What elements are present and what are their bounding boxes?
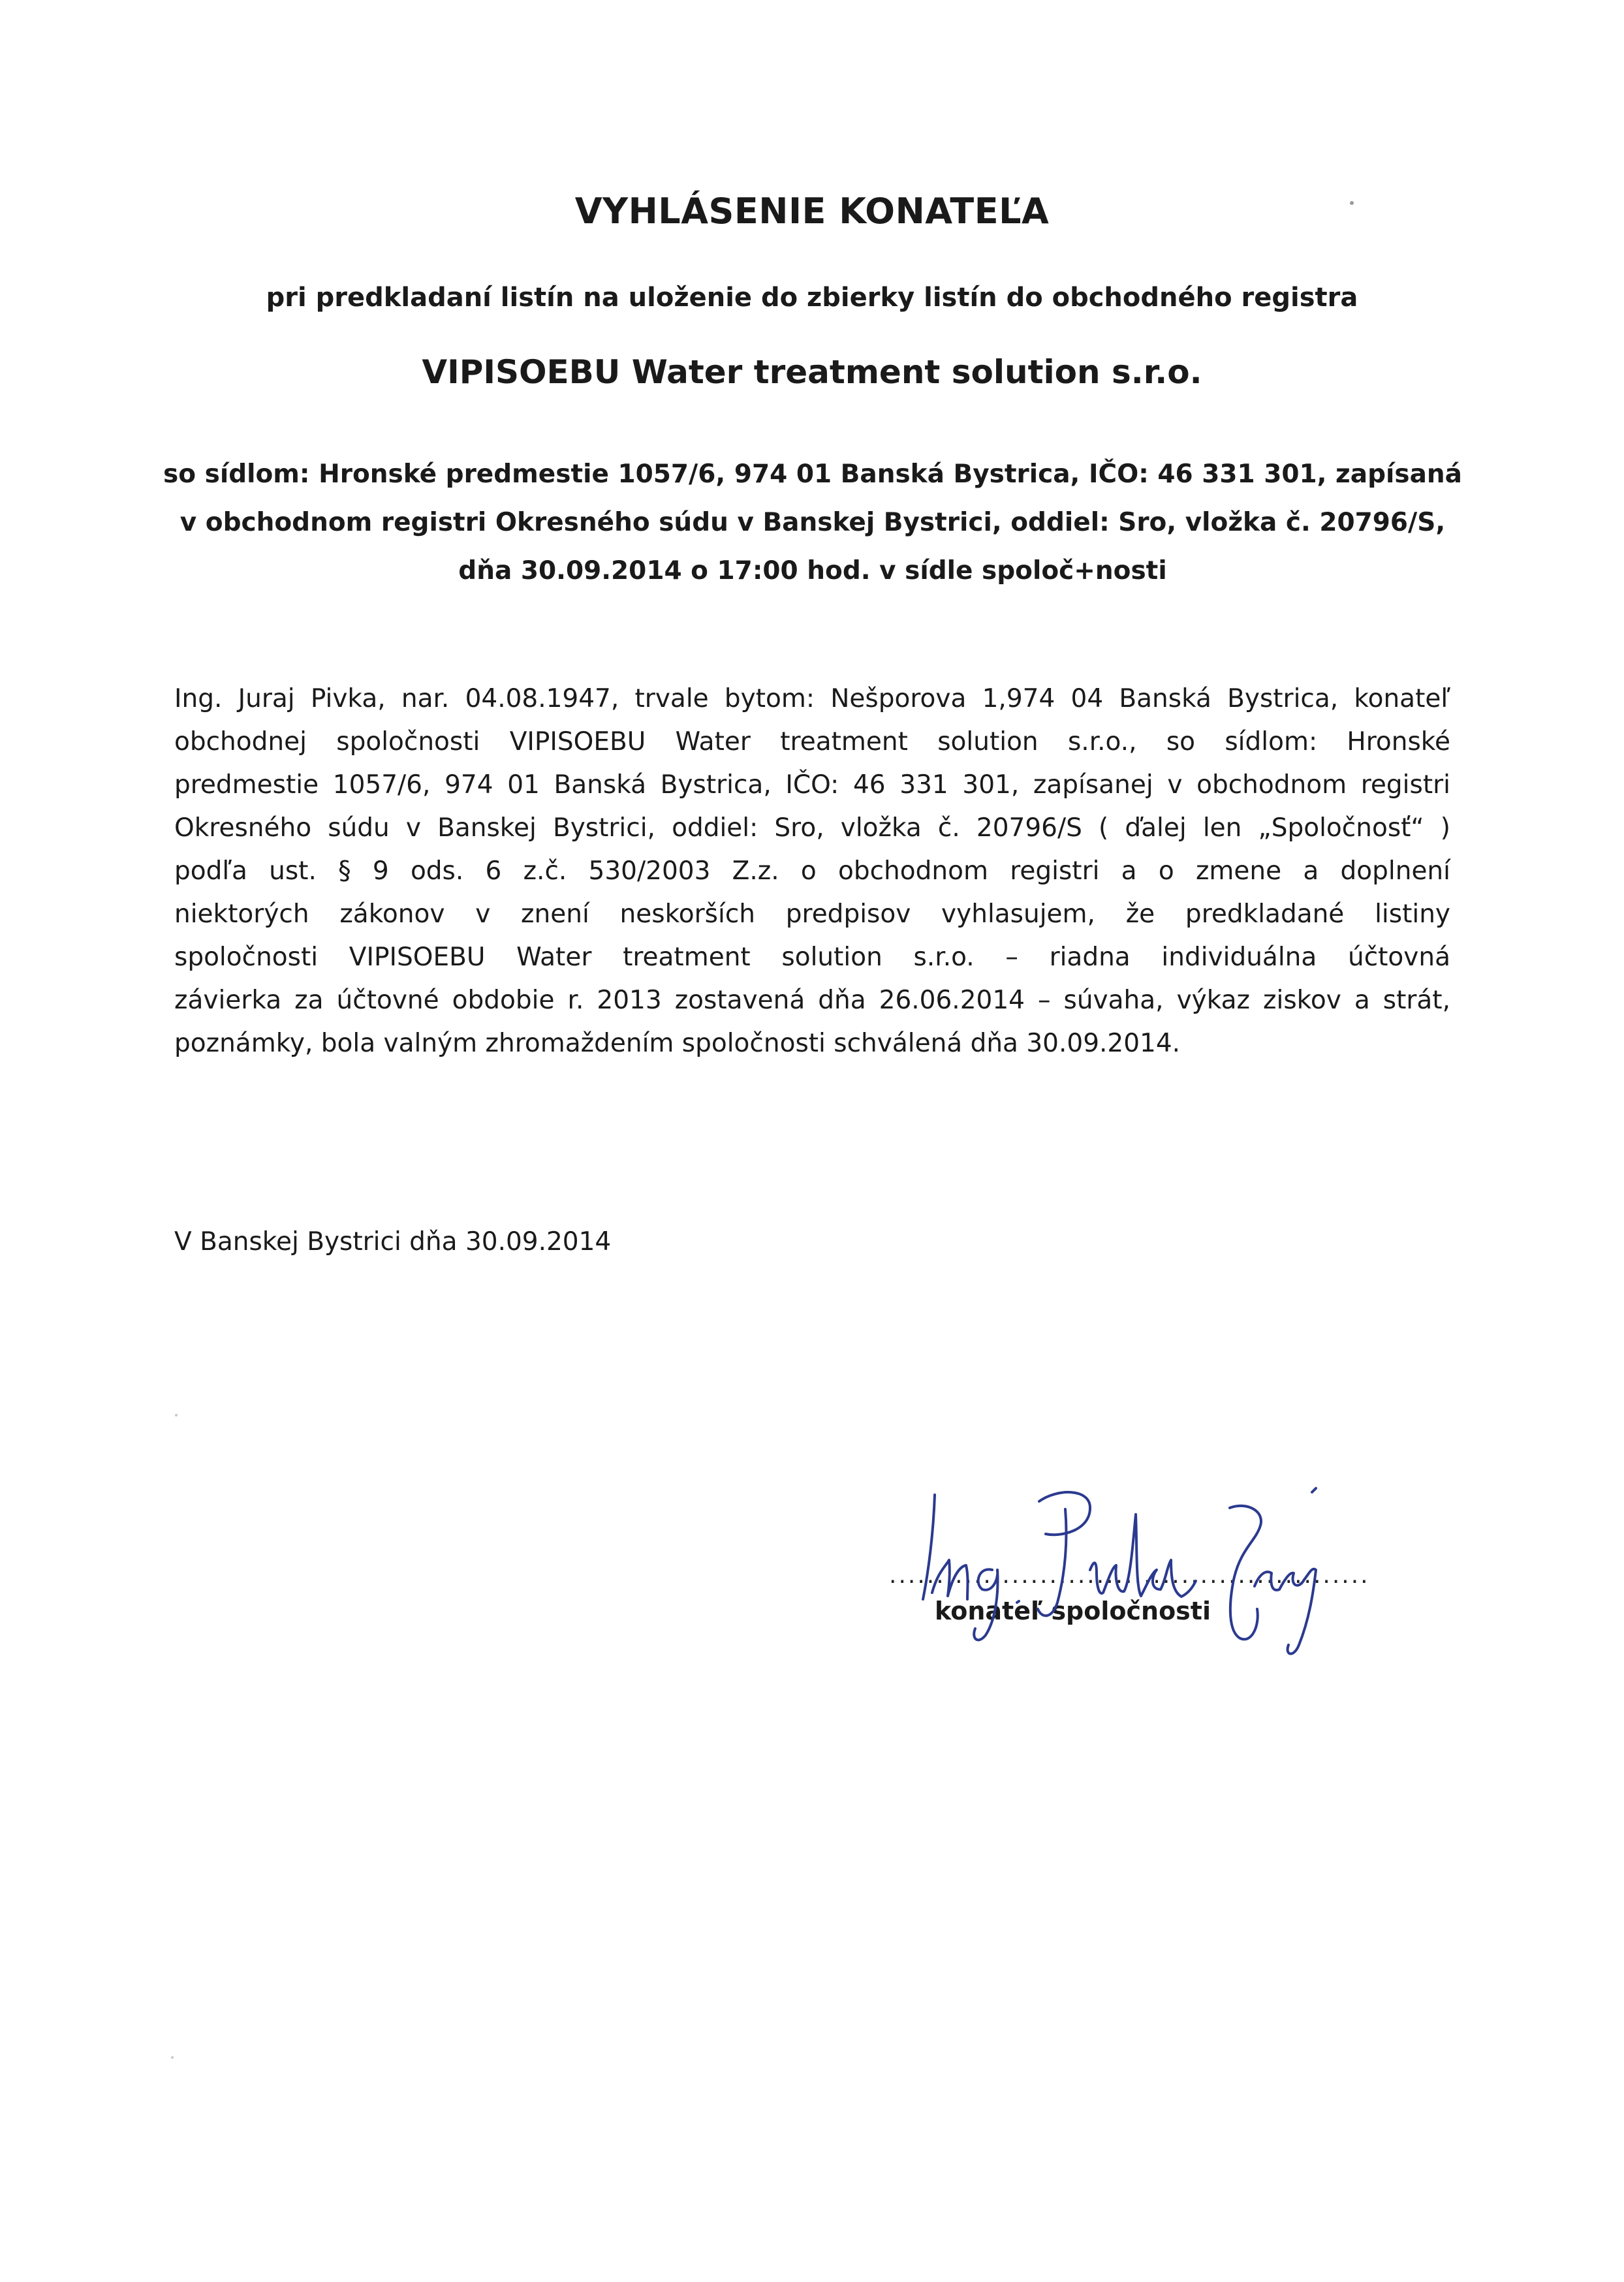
scan-speck: [171, 2056, 174, 2059]
scan-speck: [175, 1414, 178, 1416]
body-line: Ing. Juraj Pivka, nar. 04.08.1947, trvale bytom: Nešporova 1,974 04 Banská Bystrica, konateľ: [174, 684, 1450, 713]
signature-stroke-ivka: [1090, 1514, 1196, 1597]
signature-stroke-n: [932, 1560, 968, 1599]
company-seat-block: [157, 450, 1469, 595]
scan-speck: [1350, 201, 1354, 205]
declaration-body: [174, 678, 1450, 1065]
body-line: niektorých zákonov v znení neskorších predpisov vyhlasujem, že predkladané listiny: [174, 899, 1450, 929]
body-line: Okresného súdu v Banskej Bystrici, oddiel: Sro, vložka č. 20796/S ( ďalej len „Spoločnosť“ ): [174, 813, 1450, 843]
seat-line: v obchodnom registri Okresného súdu v Banskej Bystrici, oddiel: Sro, vložka č. 20796/S,: [180, 508, 1446, 537]
signature-stroke-P: [1038, 1492, 1090, 1616]
document-title: VYHLÁSENIE KONATEĽA: [574, 191, 1050, 232]
signature-stroke-dot: [1017, 1601, 1019, 1602]
body-line: predmestie 1057/6, 974 01 Banská Bystrica, IČO: 46 331 301, zapísanej v obchodnom registri: [174, 770, 1450, 800]
seat-line: dňa 30.09.2014 o 17:00 hod. v sídle spoloč+nosti: [458, 556, 1167, 586]
signature-strokes: [923, 1488, 1316, 1654]
company-name: VIPISOEBU Water treatment solution s.r.o.: [422, 353, 1202, 391]
signature-stroke-J: [1230, 1506, 1261, 1640]
body-line: poznámky, bola valným zhromaždením spoločnosti schválená dňa 30.09.2014.: [174, 1029, 1181, 1058]
signature-label: konateľ spoločnosti: [935, 1597, 1211, 1625]
body-line: podľa ust. § 9 ods. 6 z.č. 530/2003 Z.z. o obchodnom registri a o zmene a doplnení: [174, 856, 1450, 886]
signature-line: ...................................................: [889, 1562, 1370, 1589]
signature-stroke-g: [974, 1569, 997, 1640]
place-and-date: V Banskej Bystrici dňa 30.09.2014: [174, 1227, 612, 1257]
signature-stroke-accent: [1312, 1488, 1316, 1492]
signature-stroke-I: [923, 1495, 935, 1599]
body-line: obchodnej spoločnosti VIPISOEBU Water treatment solution s.r.o., so sídlom: Hronské: [174, 727, 1450, 757]
body-line: spoločnosti VIPISOEBU Water treatment solution s.r.o. – riadna individuálna účtovná: [174, 943, 1450, 972]
seat-line: so sídlom: Hronské predmestie 1057/6, 974 01 Banská Bystrica, IČO: 46 331 301, zapísaná: [163, 460, 1462, 489]
signature-stroke-uraj: [1255, 1569, 1316, 1654]
document-subtitle: pri predkladaní listín na uloženie do zbierky listín do obchodného registra: [266, 283, 1358, 313]
handwritten-signature: [894, 1462, 1325, 1678]
body-line: závierka za účtovné obdobie r. 2013 zostavená dňa 26.06.2014 – súvaha, výkaz ziskov a strát,: [174, 986, 1450, 1015]
